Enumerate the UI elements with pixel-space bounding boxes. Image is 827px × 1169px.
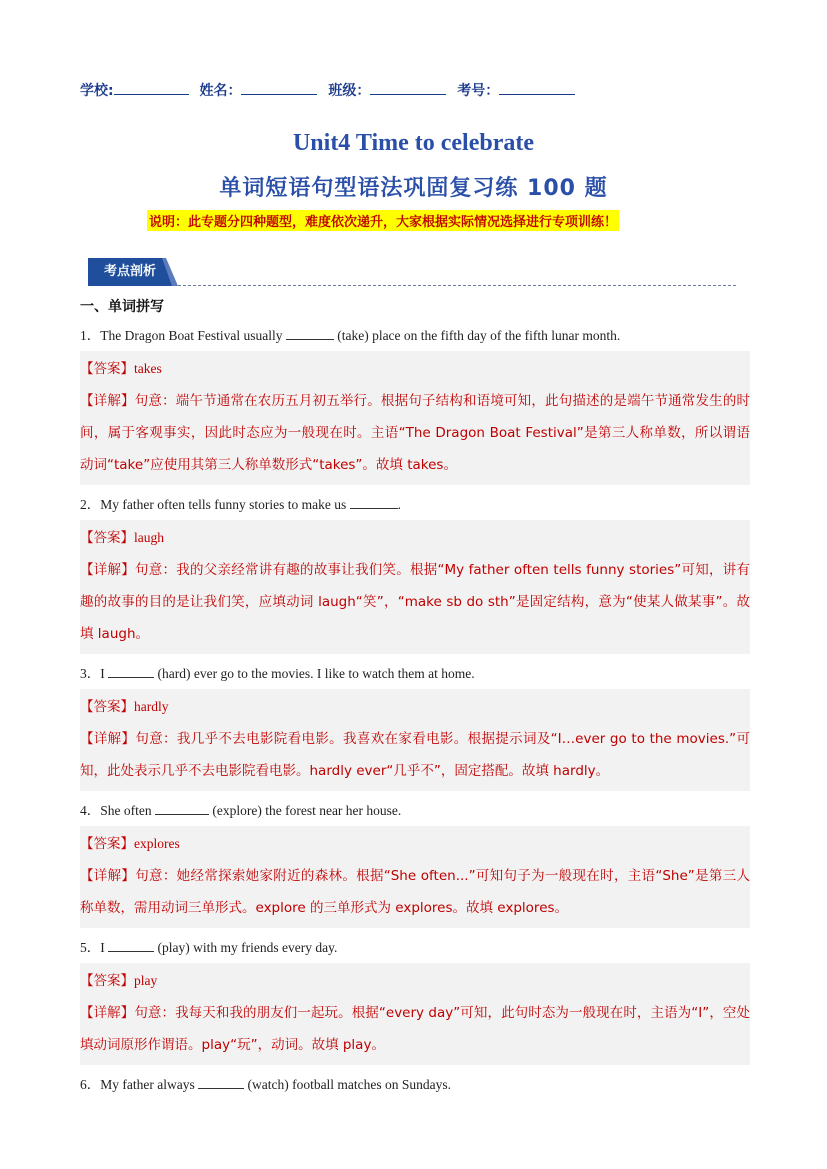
answer-value: laugh bbox=[134, 530, 164, 545]
answer-line bbox=[80, 691, 750, 723]
answer-blank[interactable] bbox=[108, 663, 154, 678]
question-number: 4． bbox=[80, 803, 101, 818]
explanation-text: 句意：她经常探索她家附近的森林。根据“She often...”可知句子为一般现在时，主语“She”是第三人称单数，需用动词三单形式。explore 的三单形式为 explores。故填 explores。 bbox=[80, 868, 751, 916]
answer-block bbox=[80, 963, 750, 1065]
question-item bbox=[80, 320, 750, 485]
question-text bbox=[80, 658, 750, 689]
explain-tag: 【详解】 bbox=[80, 562, 135, 578]
answer-line bbox=[80, 828, 750, 860]
question-item bbox=[80, 795, 750, 928]
section-tab bbox=[88, 258, 180, 286]
answer-block bbox=[80, 520, 750, 654]
part-heading: 一、单词拼写 bbox=[80, 299, 164, 315]
question-text bbox=[80, 489, 750, 520]
dashed-divider bbox=[178, 285, 736, 286]
answer-value: explores bbox=[134, 836, 180, 851]
section-tab-label: 考点剖析 bbox=[103, 264, 156, 279]
class-label: 班级： bbox=[328, 83, 371, 99]
explanation-line bbox=[80, 723, 750, 787]
question-after: (explore) the forest near her house. bbox=[209, 803, 402, 818]
answer-blank[interactable] bbox=[286, 325, 334, 340]
answer-tag: 【答案】 bbox=[80, 836, 134, 852]
worksheet-title: 单词短语句型语法巩固复习练 100 题 bbox=[219, 176, 608, 201]
explain-tag: 【详解】 bbox=[80, 731, 136, 747]
unit-title: Unit4 Time to celebrate bbox=[292, 130, 535, 156]
question-item bbox=[80, 489, 750, 654]
answer-block bbox=[80, 351, 750, 485]
instruction-note: 说明：此专题分四种题型，难度依次递升，大家根据实际情况选择进行专项训练！ bbox=[147, 210, 619, 231]
name-label: 姓名： bbox=[199, 83, 242, 99]
question-after: (play) with my friends every day. bbox=[154, 940, 338, 955]
answer-tag: 【答案】 bbox=[80, 361, 134, 377]
class-field bbox=[328, 80, 446, 100]
explanation-line bbox=[80, 385, 750, 481]
explanation-text: 句意：端午节通常在农历五月初五举行。根据句子结构和语境可知，此句描述的是端午节通常发生的时间，属于客观事实，因此时态应为一般现在时。主语“The Dragon Boat Festival”是第三人称单数，所以谓语动词“take”应使用其第三人称单数形式“takes”。故填 takes。 bbox=[80, 393, 751, 473]
question-item bbox=[80, 1069, 750, 1100]
explanation-line bbox=[80, 997, 750, 1061]
school-field bbox=[80, 80, 189, 100]
explanation-line bbox=[80, 554, 750, 650]
question-text bbox=[80, 320, 750, 351]
question-number: 1． bbox=[80, 328, 101, 343]
question-item bbox=[80, 932, 750, 1065]
question-before: I bbox=[100, 666, 109, 681]
question-text bbox=[80, 795, 750, 826]
answer-blank[interactable] bbox=[155, 800, 209, 815]
exam-no-blank[interactable] bbox=[499, 82, 575, 95]
exam-no-label: 考号： bbox=[457, 83, 500, 99]
answer-blank[interactable] bbox=[108, 937, 154, 952]
question-after: . bbox=[397, 497, 401, 512]
question-after: (watch) football matches on Sundays. bbox=[244, 1077, 452, 1092]
question-text bbox=[80, 932, 750, 963]
answer-blank[interactable] bbox=[350, 494, 398, 509]
answer-value: play bbox=[134, 973, 158, 988]
name-blank[interactable] bbox=[241, 82, 317, 95]
explanation-line bbox=[80, 860, 750, 924]
answer-tag: 【答案】 bbox=[80, 973, 134, 989]
explanation-text: 句意：我几乎不去电影院看电影。我喜欢在家看电影。根据提示词及“I…ever go to the movies.”可知，此处表示几乎不去电影院看电影。hardly ever“几乎不”，固定搭配。故填 hardly。 bbox=[80, 731, 750, 779]
explain-tag: 【详解】 bbox=[80, 1005, 135, 1021]
school-blank[interactable] bbox=[114, 82, 189, 95]
question-before: I bbox=[100, 940, 109, 955]
answer-line bbox=[80, 965, 750, 997]
answer-value: takes bbox=[134, 361, 162, 376]
student-info-line bbox=[80, 80, 579, 100]
question-after: (hard) ever go to the movies. I like to watch them at home. bbox=[154, 666, 475, 681]
answer-line bbox=[80, 353, 750, 385]
question-number: 6． bbox=[80, 1077, 101, 1092]
exam-no-field bbox=[457, 80, 575, 100]
answer-line bbox=[80, 522, 750, 554]
class-blank[interactable] bbox=[370, 82, 446, 95]
question-after: (take) place on the fifth day of the fifth lunar month. bbox=[333, 328, 621, 343]
question-item bbox=[80, 658, 750, 791]
school-label: 学校: bbox=[80, 83, 114, 99]
answer-tag: 【答案】 bbox=[80, 699, 134, 715]
explanation-text: 句意：我的父亲经常讲有趣的故事让我们笑。根据“My father often tells funny stories”可知，讲有趣的故事的目的是让我们笑，应填动词 laugh“笑”，“make sb do sth”是固定结构，意为“使某人做某事”。故填 laugh。 bbox=[80, 562, 750, 642]
name-field bbox=[199, 80, 317, 100]
explain-tag: 【详解】 bbox=[80, 393, 135, 409]
answer-tag: 【答案】 bbox=[80, 530, 134, 546]
question-before: She often bbox=[100, 803, 155, 818]
question-number: 3． bbox=[80, 666, 101, 681]
question-before: The Dragon Boat Festival usually bbox=[100, 328, 286, 343]
question-text bbox=[80, 1069, 750, 1100]
explanation-text: 句意：我每天和我的朋友们一起玩。根据“every day”可知，此句时态为一般现在时，主语为“I”，空处填动词原形作谓语。play“玩”，动词。故填 play。 bbox=[80, 1005, 750, 1053]
answer-block bbox=[80, 826, 750, 928]
question-number: 5． bbox=[80, 940, 101, 955]
question-list bbox=[80, 320, 750, 1100]
question-number: 2． bbox=[80, 497, 101, 512]
answer-block bbox=[80, 689, 750, 791]
explain-tag: 【详解】 bbox=[80, 868, 136, 884]
question-before: My father always bbox=[100, 1077, 199, 1092]
question-before: My father often tells funny stories to make us bbox=[100, 497, 350, 512]
answer-blank[interactable] bbox=[198, 1074, 244, 1089]
answer-value: hardly bbox=[134, 699, 169, 714]
